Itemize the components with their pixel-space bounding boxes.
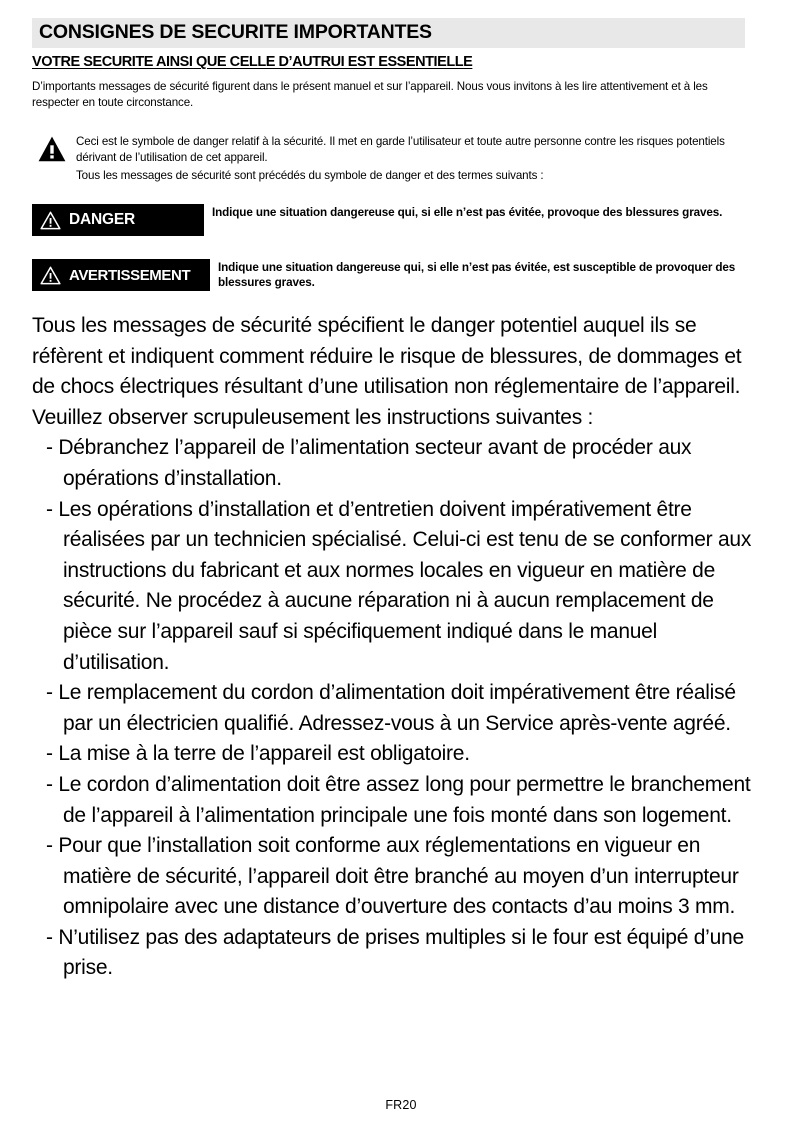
safety-symbol-note-text xyxy=(76,134,750,184)
page-number: FR20 xyxy=(385,1098,417,1112)
list-item: - Débranchez l’appareil de l’alimentation secteur avant de procéder aux opérations d’installation. xyxy=(46,436,692,490)
section-subtitle: VOTRE SECURITE AINSI QUE CELLE D’AUTRUI EST ESSENTIELLE xyxy=(32,54,473,70)
page-title-band xyxy=(32,18,745,48)
list-item: - Les opérations d’installation et d’entretien doivent impérativement être réalisées par un technicien spécialisé. Celui-ci est tenu de se conformer aux instructions du fabricant et aux normes locales en vigueur en matière de sécurité. Ne procédez à aucune réparation ni à aucun remplacement de pièce sur l’appareil sauf si spécifiquement indiqué dans le manuel d’utilisation. xyxy=(46,497,752,674)
body-lead-paragraph: Tous les messages de sécurité spécifient le danger potentiel auquel ils se réfèrent et indiquent comment réduire le risque de blessures, de dommages et de chocs électriques résultant d’une utilisation non réglementaire de l’appareil. Veuillez observer scrupuleusement les instructions suivantes : xyxy=(32,314,742,429)
danger-badge-label: DANGER xyxy=(69,211,135,229)
list-item: - Pour que l’installation soit conforme aux réglementations en vigueur en matière de sécurité, l’appareil doit être branché au moyen d’un interrupteur omnipolaire avec une distance d’ouverture des contacts d’au moins 3 mm. xyxy=(46,834,739,919)
safety-symbol-note-line2: Tous les messages de sécurité sont précédés du symbole de danger et des termes suivants : xyxy=(76,169,544,182)
intro-paragraph: D’importants messages de sécurité figurent dans le présent manuel et sur l’appareil. Nous vous invitons à les lire attentivement et à les respecter en toute circonstance. xyxy=(32,80,708,109)
avertissement-badge xyxy=(32,259,210,291)
safety-instructions-list xyxy=(32,433,762,984)
avertissement-badge-label: AVERTISSEMENT xyxy=(69,266,191,284)
list-item: - La mise à la terre de l’appareil est obligatoire. xyxy=(46,742,470,766)
danger-badge xyxy=(32,204,204,236)
avertissement-description: Indique une situation dangereuse qui, si elle n’est pas évitée, est susceptible de provoquer des blessures graves. xyxy=(218,261,736,289)
signal-word-row-avertissement xyxy=(32,259,750,291)
safety-symbol-note xyxy=(32,134,750,184)
warning-triangle-solid-icon xyxy=(32,134,76,162)
warning-triangle-outline-icon xyxy=(40,266,61,285)
page-title: CONSIGNES DE SECURITE IMPORTANTES xyxy=(39,21,432,44)
safety-symbol-note-line1: Ceci est le symbole de danger relatif à la sécurité. Il met en garde l’utilisateur et toute autre personne contre les risques potentiels dérivant de l’utilisation de cet appareil. xyxy=(76,135,725,164)
list-item: - N’utilisez pas des adaptateurs de prises multiples si le four est équipé d’une prise. xyxy=(46,925,744,980)
list-item: - Le cordon d’alimentation doit être assez long pour permettre le branchement de l’appareil à l’alimentation principale une fois monté dans son logement. xyxy=(46,772,751,827)
main-body xyxy=(32,311,762,984)
warning-triangle-outline-icon xyxy=(40,211,61,230)
signal-word-row-danger xyxy=(32,204,750,236)
danger-description: Indique une situation dangereuse qui, si elle n’est pas évitée, provoque des blessures graves. xyxy=(212,206,723,219)
page-footer xyxy=(0,1098,802,1112)
list-item: - Le remplacement du cordon d’alimentation doit impérativement être réalisé par un électricien qualifié. Adressez-vous à un Service après-vente agréé. xyxy=(46,681,736,735)
